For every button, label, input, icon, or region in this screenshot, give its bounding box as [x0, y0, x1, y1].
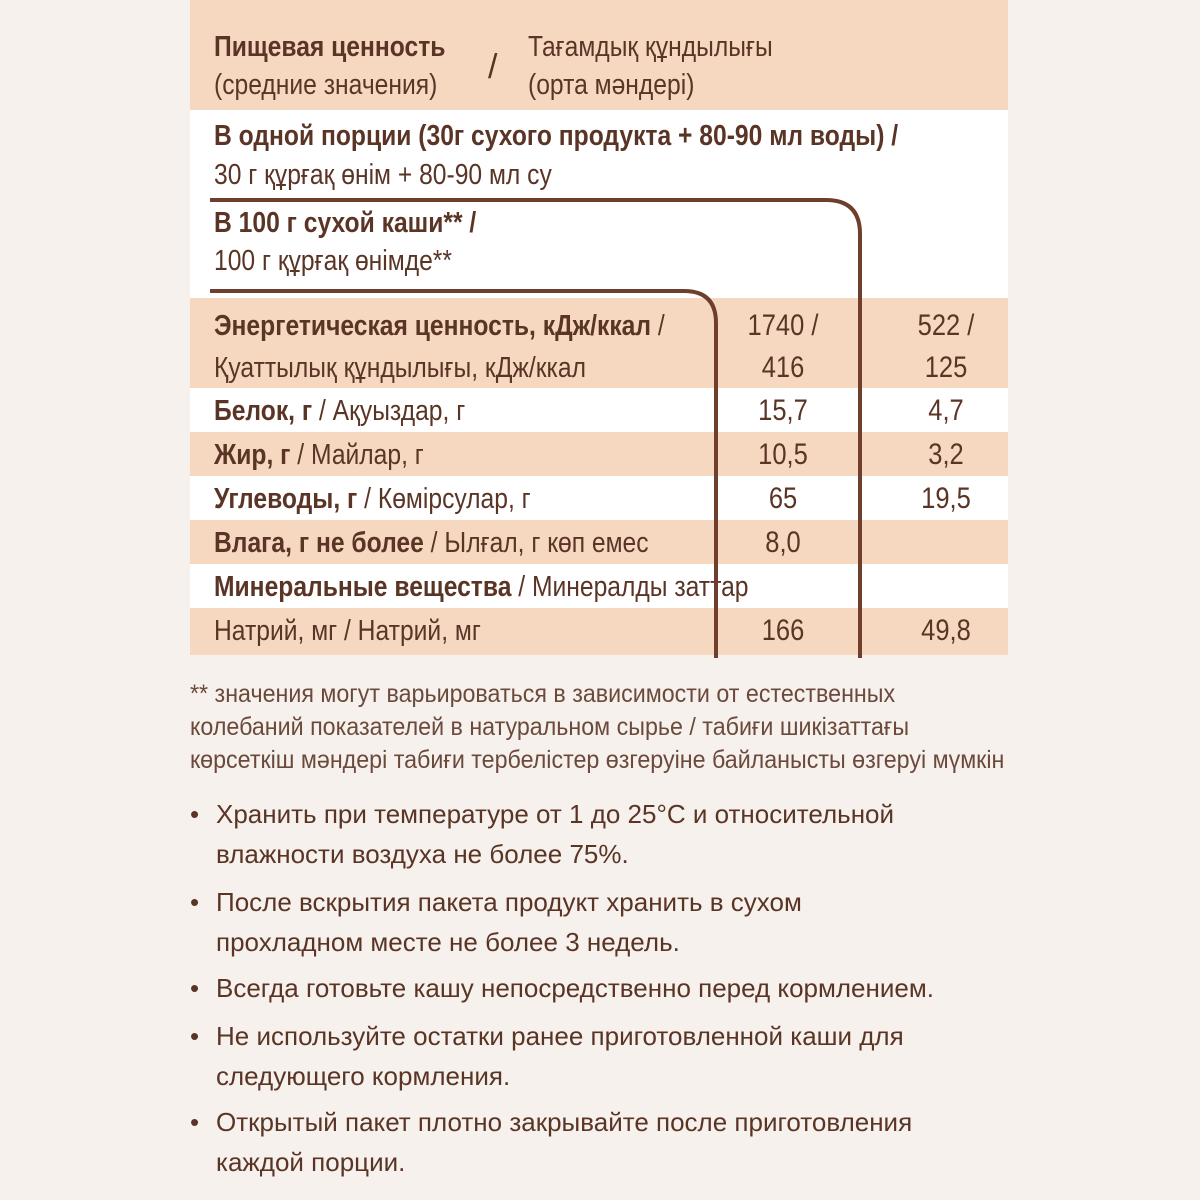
per100-label-kz: 100 г құрғақ өнімде** [214, 245, 452, 277]
row-label-rest: / Минералды заттар [511, 571, 749, 603]
value-per100: 8,0 [765, 526, 801, 559]
footnote-line-2: колебаний показателей в натуральном сырье / табиғи шикізаттағы [190, 713, 910, 741]
row-label-bold: Белок, г [214, 395, 313, 427]
row-label-rest: Қуаттылық құндылығы, кДж/ккал [214, 352, 586, 384]
header-title-ru: Пищевая ценность [214, 31, 446, 63]
header-separator: / [488, 48, 498, 86]
value-per100: 65 [768, 482, 798, 515]
instruction-line: следующего кормления. [216, 1061, 511, 1091]
row-label-bold: Углеводы, г [214, 483, 358, 515]
column-bracket-lines [190, 0, 1008, 660]
footnote-line-3: көрсеткіш мәндері табиғи тербелістер өзгеруіне байланысты өзгеруі мүмкін [190, 746, 1005, 774]
header-subtitle-ru: (средние значения) [214, 69, 438, 101]
value-portion: 125 [924, 351, 968, 384]
bullet-icon: • [190, 1021, 200, 1051]
portion-label-ru: В одной порции (30г сухого продукта + 80-90 мл воды) / [214, 120, 899, 152]
value-per100: 10,5 [758, 438, 808, 471]
instruction-line: Всегда готовьте кашу непосредственно перед кормлением. [216, 973, 934, 1003]
instruction-line: влажности воздуха не более 75%. [216, 839, 629, 869]
value-per100: 166 [761, 614, 805, 647]
per100-label-ru: В 100 г сухой каши** / [214, 207, 477, 239]
portion-label-kz: 30 г құрғақ өнім + 80-90 мл су [214, 159, 552, 191]
row-label-rest: / Ақуыздар, г [312, 395, 466, 427]
bullet-icon: • [190, 973, 200, 1003]
row-label-rest: / Көмірсулар, г [357, 483, 531, 515]
value-per100: 1740 / [747, 309, 819, 342]
row-label-bold: Жир, г [214, 439, 291, 471]
value-portion: 522 / [917, 309, 975, 342]
bullet-icon: • [190, 799, 200, 829]
value-portion: 49,8 [921, 614, 971, 647]
row-label-bold: Минеральные вещества [214, 571, 512, 603]
instruction-line: прохладном месте не более 3 недель. [216, 927, 680, 957]
nutrition-table [190, 0, 1008, 655]
bullet-icon: • [190, 1107, 200, 1137]
per100-bracket-line [210, 291, 716, 658]
instruction-line: После вскрытия пакета продукт хранить в сухом [216, 887, 802, 917]
bullet-icon: • [190, 887, 200, 917]
instruction-line: Открытый пакет плотно закрывайте после приготовления [216, 1107, 913, 1137]
row-label-bold: Энергетическая ценность, кДж/ккал [214, 310, 652, 342]
portion-bracket-line [210, 200, 860, 658]
row-label-rest: Натрий, мг / Натрий, мг [214, 615, 481, 647]
header-subtitle-kz: (орта мәндері) [528, 69, 695, 101]
instruction-line: Не используйте остатки ранее приготовленной каши для [216, 1021, 904, 1051]
row-label-rest: / Ылғал, г көп емес [423, 527, 649, 559]
value-portion: 19,5 [921, 482, 971, 515]
value-per100: 15,7 [758, 394, 808, 427]
row-label-bold: Влага, г не более [214, 527, 424, 559]
value-per100: 416 [761, 351, 805, 384]
footnote-line-1: ** значения могут варьироваться в зависимости от естественных [190, 680, 896, 708]
row-label-rest: / Майлар, г [290, 439, 424, 471]
value-portion: 3,2 [928, 438, 964, 471]
value-portion: 4,7 [928, 394, 964, 427]
instruction-line: Хранить при температуре от 1 до 25°С и относительной [216, 799, 895, 829]
row-label-rest: / [651, 310, 665, 342]
instruction-line: каждой порции. [216, 1147, 406, 1177]
header-title-kz: Тағамдық құндылығы [528, 31, 773, 63]
